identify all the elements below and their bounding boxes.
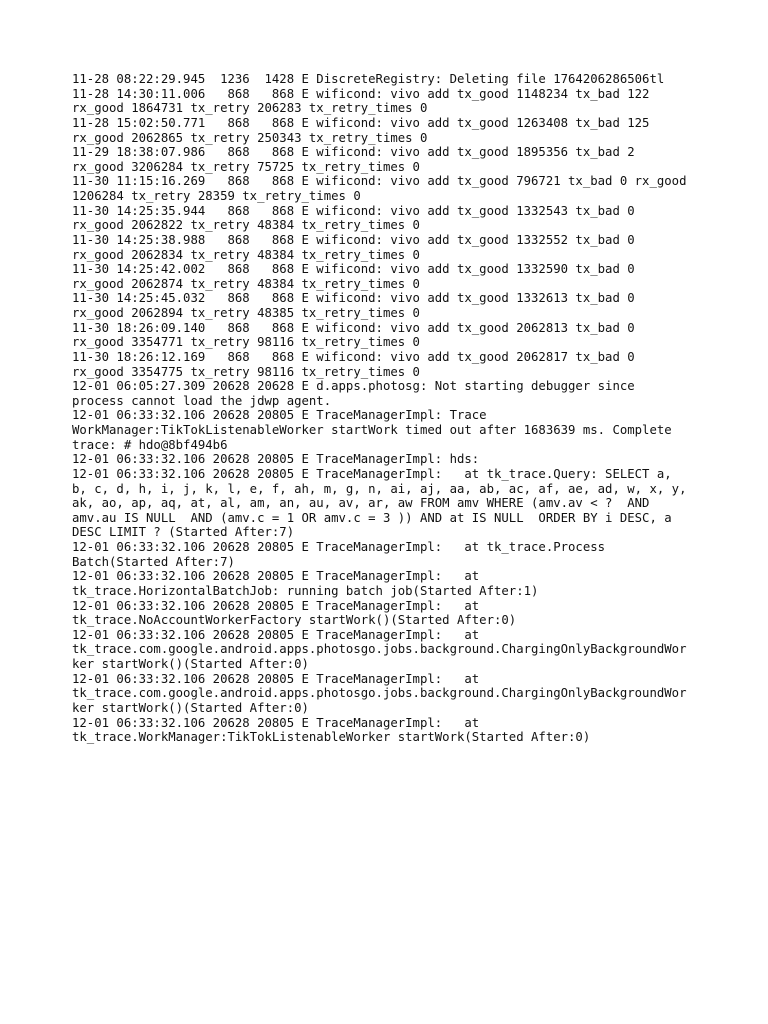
log-line: tk_trace.WorkManager:TikTokListenableWorker startWork(Started After:0) <box>72 730 591 745</box>
log-line: tk_trace.com.google.android.apps.photosgo.jobs.background.ChargingOnlyBackgroundWor <box>72 686 687 701</box>
log-line: rx_good 3354771 tx_retry 98116 tx_retry_times 0 <box>72 335 420 350</box>
log-line: WorkManager:TikTokListenableWorker startWork timed out after 1683639 ms. Complete <box>72 423 672 437</box>
log-line: Batch(Started After:7) <box>72 554 235 569</box>
log-line: 11-30 14:25:42.002 868 868 E wificond: vivo add tx_good 1332590 tx_bad 0 <box>72 262 635 277</box>
log-entry <box>72 116 702 145</box>
log-line: rx_good 3206284 tx_retry 75725 tx_retry_times 0 <box>72 159 420 174</box>
log-entry <box>72 379 702 408</box>
log-line: 11-30 14:25:38.988 868 868 E wificond: vivo add tx_good 1332552 tx_bad 0 <box>72 232 635 247</box>
log-line: ak, ao, ap, aq, at, al, am, an, au, av, ar, aw FROM amv WHERE (amv.av < ? AND <box>72 496 650 511</box>
log-line: 11-28 15:02:50.771 868 868 E wificond: vivo add tx_good 1263408 tx_bad 125 <box>72 115 650 130</box>
log-line: tk_trace.com.google.android.apps.photosgo.jobs.background.ChargingOnlyBackgroundWor <box>72 642 687 657</box>
log-line: rx_good 3354775 tx_retry 98116 tx_retry_times 0 <box>72 364 420 379</box>
log-line: DESC LIMIT ? (Started After:7) <box>72 525 295 540</box>
log-line: 12-01 06:33:32.106 20628 20805 E TraceManagerImpl: at <box>72 598 480 613</box>
log-entry <box>72 628 702 672</box>
log-line: 12-01 06:05:27.309 20628 20628 E d.apps.photosg: Not starting debugger since <box>72 379 635 394</box>
log-line: process cannot load the jdwp agent. <box>72 393 332 408</box>
log-line: rx_good 2062822 tx_retry 48384 tx_retry_times 0 <box>72 218 420 233</box>
log-line: 12-01 06:33:32.106 20628 20805 E TraceManagerImpl: at <box>72 569 480 584</box>
log-line: 11-30 14:25:45.032 868 868 E wificond: vivo add tx_good 1332613 tx_bad 0 <box>72 291 635 306</box>
log-line: 11-30 14:25:35.944 868 868 E wificond: vivo add tx_good 1332543 tx_bad 0 <box>72 203 635 218</box>
log-entry <box>72 599 702 628</box>
log-line: 11-29 18:38:07.986 868 868 E wificond: vivo add tx_good 1895356 tx_bad 2 <box>72 145 635 160</box>
log-entry <box>72 569 702 598</box>
log-entry <box>72 672 702 716</box>
log-body <box>72 72 702 745</box>
log-document <box>72 72 702 745</box>
log-entry <box>72 716 702 745</box>
log-line: 12-01 06:33:32.106 20628 20805 E TraceManagerImpl: at <box>72 715 480 730</box>
log-entry <box>72 204 702 233</box>
log-line: 12-01 06:33:32.106 20628 20805 E TraceManagerImpl: at tk_trace.Query: SELECT a, <box>72 466 672 481</box>
log-line: 12-01 06:33:32.106 20628 20805 E TraceManagerImpl: at tk_trace.Process <box>72 540 606 554</box>
log-entry <box>72 145 702 174</box>
log-line: trace: # hdo@8bf494b6 <box>72 437 228 452</box>
log-entry <box>72 540 702 569</box>
log-line: tk_trace.NoAccountWorkerFactory startWork()(Started After:0) <box>72 613 517 628</box>
log-line: ker startWork()(Started After:0) <box>72 657 309 671</box>
log-line: rx_good 2062834 tx_retry 48384 tx_retry_times 0 <box>72 247 420 262</box>
log-entry <box>72 321 702 350</box>
log-line: 11-30 18:26:12.169 868 868 E wificond: vivo add tx_good 2062817 tx_bad 0 <box>72 349 635 364</box>
log-entry <box>72 452 702 467</box>
log-line: 12-01 06:33:32.106 20628 20805 E TraceManagerImpl: hds: <box>72 452 480 467</box>
log-line: 11-28 08:22:29.945 1236 1428 E DiscreteRegistry: Deleting file 1764206286506tl <box>72 72 665 86</box>
log-line: rx_good 2062874 tx_retry 48384 tx_retry_times 0 <box>72 276 420 291</box>
log-line: rx_good 2062894 tx_retry 48385 tx_retry_times 0 <box>72 306 420 320</box>
log-line: 11-28 14:30:11.006 868 868 E wificond: vivo add tx_good 1148234 tx_bad 122 <box>72 86 650 101</box>
log-entry <box>72 350 702 379</box>
log-line: rx_good 1864731 tx_retry 206283 tx_retry_times 0 <box>72 101 428 116</box>
log-entry <box>72 408 702 452</box>
log-line: 1206284 tx_retry 28359 tx_retry_times 0 <box>72 189 361 203</box>
log-line: rx_good 2062865 tx_retry 250343 tx_retry_times 0 <box>72 130 428 145</box>
log-entry <box>72 233 702 262</box>
log-entry <box>72 291 702 320</box>
log-entry <box>72 72 702 87</box>
log-line: 12-01 06:33:32.106 20628 20805 E TraceManagerImpl: at <box>72 671 480 686</box>
log-line: amv.au IS NULL AND (amv.c = 1 OR amv.c = 3 )) AND at IS NULL ORDER BY i DESC, a <box>72 510 672 525</box>
log-entry <box>72 174 702 203</box>
log-line: tk_trace.HorizontalBatchJob: running batch job(Started After:1) <box>72 583 539 598</box>
log-line: 12-01 06:33:32.106 20628 20805 E TraceManagerImpl: Trace <box>72 408 487 423</box>
log-line: b, c, d, h, i, j, k, l, e, f, ah, m, g, n, ai, aj, aa, ab, ac, af, ae, ad, w, x, y, <box>72 481 687 496</box>
log-entry <box>72 467 702 540</box>
log-line: 11-30 18:26:09.140 868 868 E wificond: vivo add tx_good 2062813 tx_bad 0 <box>72 320 635 335</box>
log-line: 11-30 11:15:16.269 868 868 E wificond: vivo add tx_good 796721 tx_bad 0 rx_good <box>72 174 687 189</box>
log-entry <box>72 87 702 116</box>
log-line: ker startWork()(Started After:0) <box>72 700 309 715</box>
log-entry <box>72 262 702 291</box>
log-line: 12-01 06:33:32.106 20628 20805 E TraceManagerImpl: at <box>72 627 480 642</box>
